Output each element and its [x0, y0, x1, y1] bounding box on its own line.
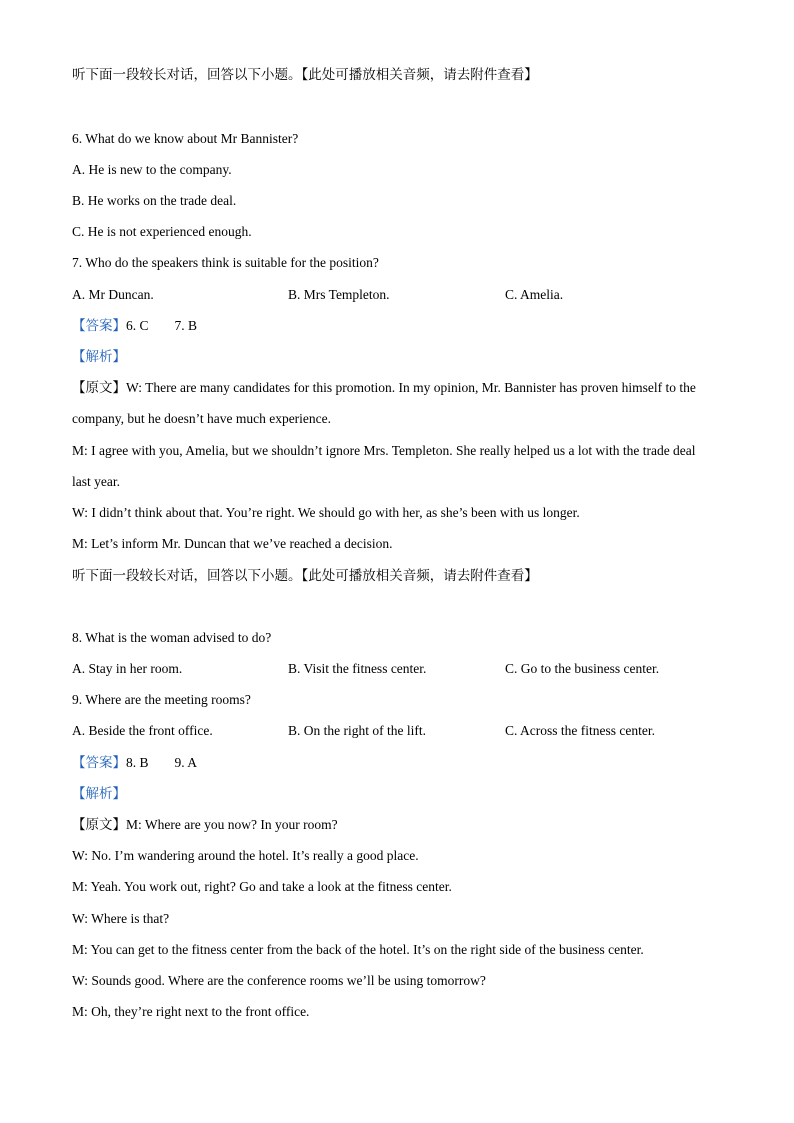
transcript-1-line-2b: last year.	[72, 474, 120, 489]
original-tag: 【原文】	[72, 817, 126, 833]
transcript-1-line-1b: company, but he doesn’t have much experience.	[72, 411, 332, 426]
transcript-text: W: There are many candidates for this promotion. In my opinion, Mr. Bannister has proven himself to the	[126, 380, 696, 395]
q9-option-c: C. Across the fitness center.	[505, 723, 655, 738]
section1-intro: 听下面一段较长对话，回答以下小题。【此处可播放相关音频，请去附件查看】	[72, 67, 538, 83]
original-tag: 【原文】	[72, 380, 126, 396]
transcript-1-line-2: M: I agree with you, Amelia, but we shouldn’t ignore Mrs. Templeton. She really helped us a lot with the trade deal	[72, 443, 696, 458]
q6-option-b: B. He works on the trade deal.	[72, 193, 237, 208]
transcript-2-line-2: W: No. I’m wandering around the hotel. It’s really a good place.	[72, 848, 419, 863]
answer-line-1	[72, 317, 197, 335]
question-8: 8. What is the woman advised to do?	[72, 630, 272, 645]
analysis-tag-1	[72, 348, 126, 366]
analysis-tag: 【解析】	[72, 349, 126, 365]
question-9: 9. Where are the meeting rooms?	[72, 692, 251, 707]
question-6: 6. What do we know about Mr Bannister?	[72, 131, 299, 146]
q8-option-c: C. Go to the business center.	[505, 661, 660, 676]
section2-intro: 听下面一段较长对话，回答以下小题。【此处可播放相关音频，请去附件查看】	[72, 568, 538, 584]
answer-tag: 【答案】	[72, 318, 126, 334]
q7-option-a: A. Mr Duncan.	[72, 287, 154, 302]
answer-9: 9. A	[174, 755, 198, 770]
transcript-text: M: Where are you now? In your room?	[126, 817, 338, 832]
q9-option-a: A. Beside the front office.	[72, 723, 213, 738]
transcript-1-line-1	[72, 379, 696, 397]
answer-tag: 【答案】	[72, 755, 126, 771]
transcript-2-line-3: M: Yeah. You work out, right? Go and take a look at the fitness center.	[72, 879, 452, 894]
q7-option-c: C. Amelia.	[505, 287, 564, 302]
q6-option-a: A. He is new to the company.	[72, 162, 232, 177]
question-7: 7. Who do the speakers think is suitable for the position?	[72, 255, 379, 270]
transcript-2-line-4: W: Where is that?	[72, 911, 170, 926]
transcript-1-line-3: W: I didn’t think about that. You’re right. We should go with her, as she’s been with us longer.	[72, 505, 580, 520]
answer-8: 8. B	[126, 755, 149, 770]
transcript-2-line-1	[72, 816, 338, 834]
transcript-1-line-4: M: Let’s inform Mr. Duncan that we’ve reached a decision.	[72, 536, 393, 551]
q7-option-b: B. Mrs Templeton.	[288, 287, 390, 302]
transcript-2-line-6: W: Sounds good. Where are the conference rooms we’ll be using tomorrow?	[72, 973, 486, 988]
transcript-2-line-7: M: Oh, they’re right next to the front office.	[72, 1004, 310, 1019]
transcript-2-line-5: M: You can get to the fitness center from the back of the hotel. It’s on the right side of the business center.	[72, 942, 644, 957]
answer-6: 6. C	[126, 318, 149, 333]
answer-7: 7. B	[174, 318, 198, 333]
answer-line-2	[72, 754, 197, 772]
q8-option-a: A. Stay in her room.	[72, 661, 183, 676]
q8-option-b: B. Visit the fitness center.	[288, 661, 427, 676]
q9-option-b: B. On the right of the lift.	[288, 723, 426, 738]
q6-option-c: C. He is not experienced enough.	[72, 224, 252, 239]
analysis-tag-2	[72, 785, 126, 803]
analysis-tag: 【解析】	[72, 786, 126, 802]
